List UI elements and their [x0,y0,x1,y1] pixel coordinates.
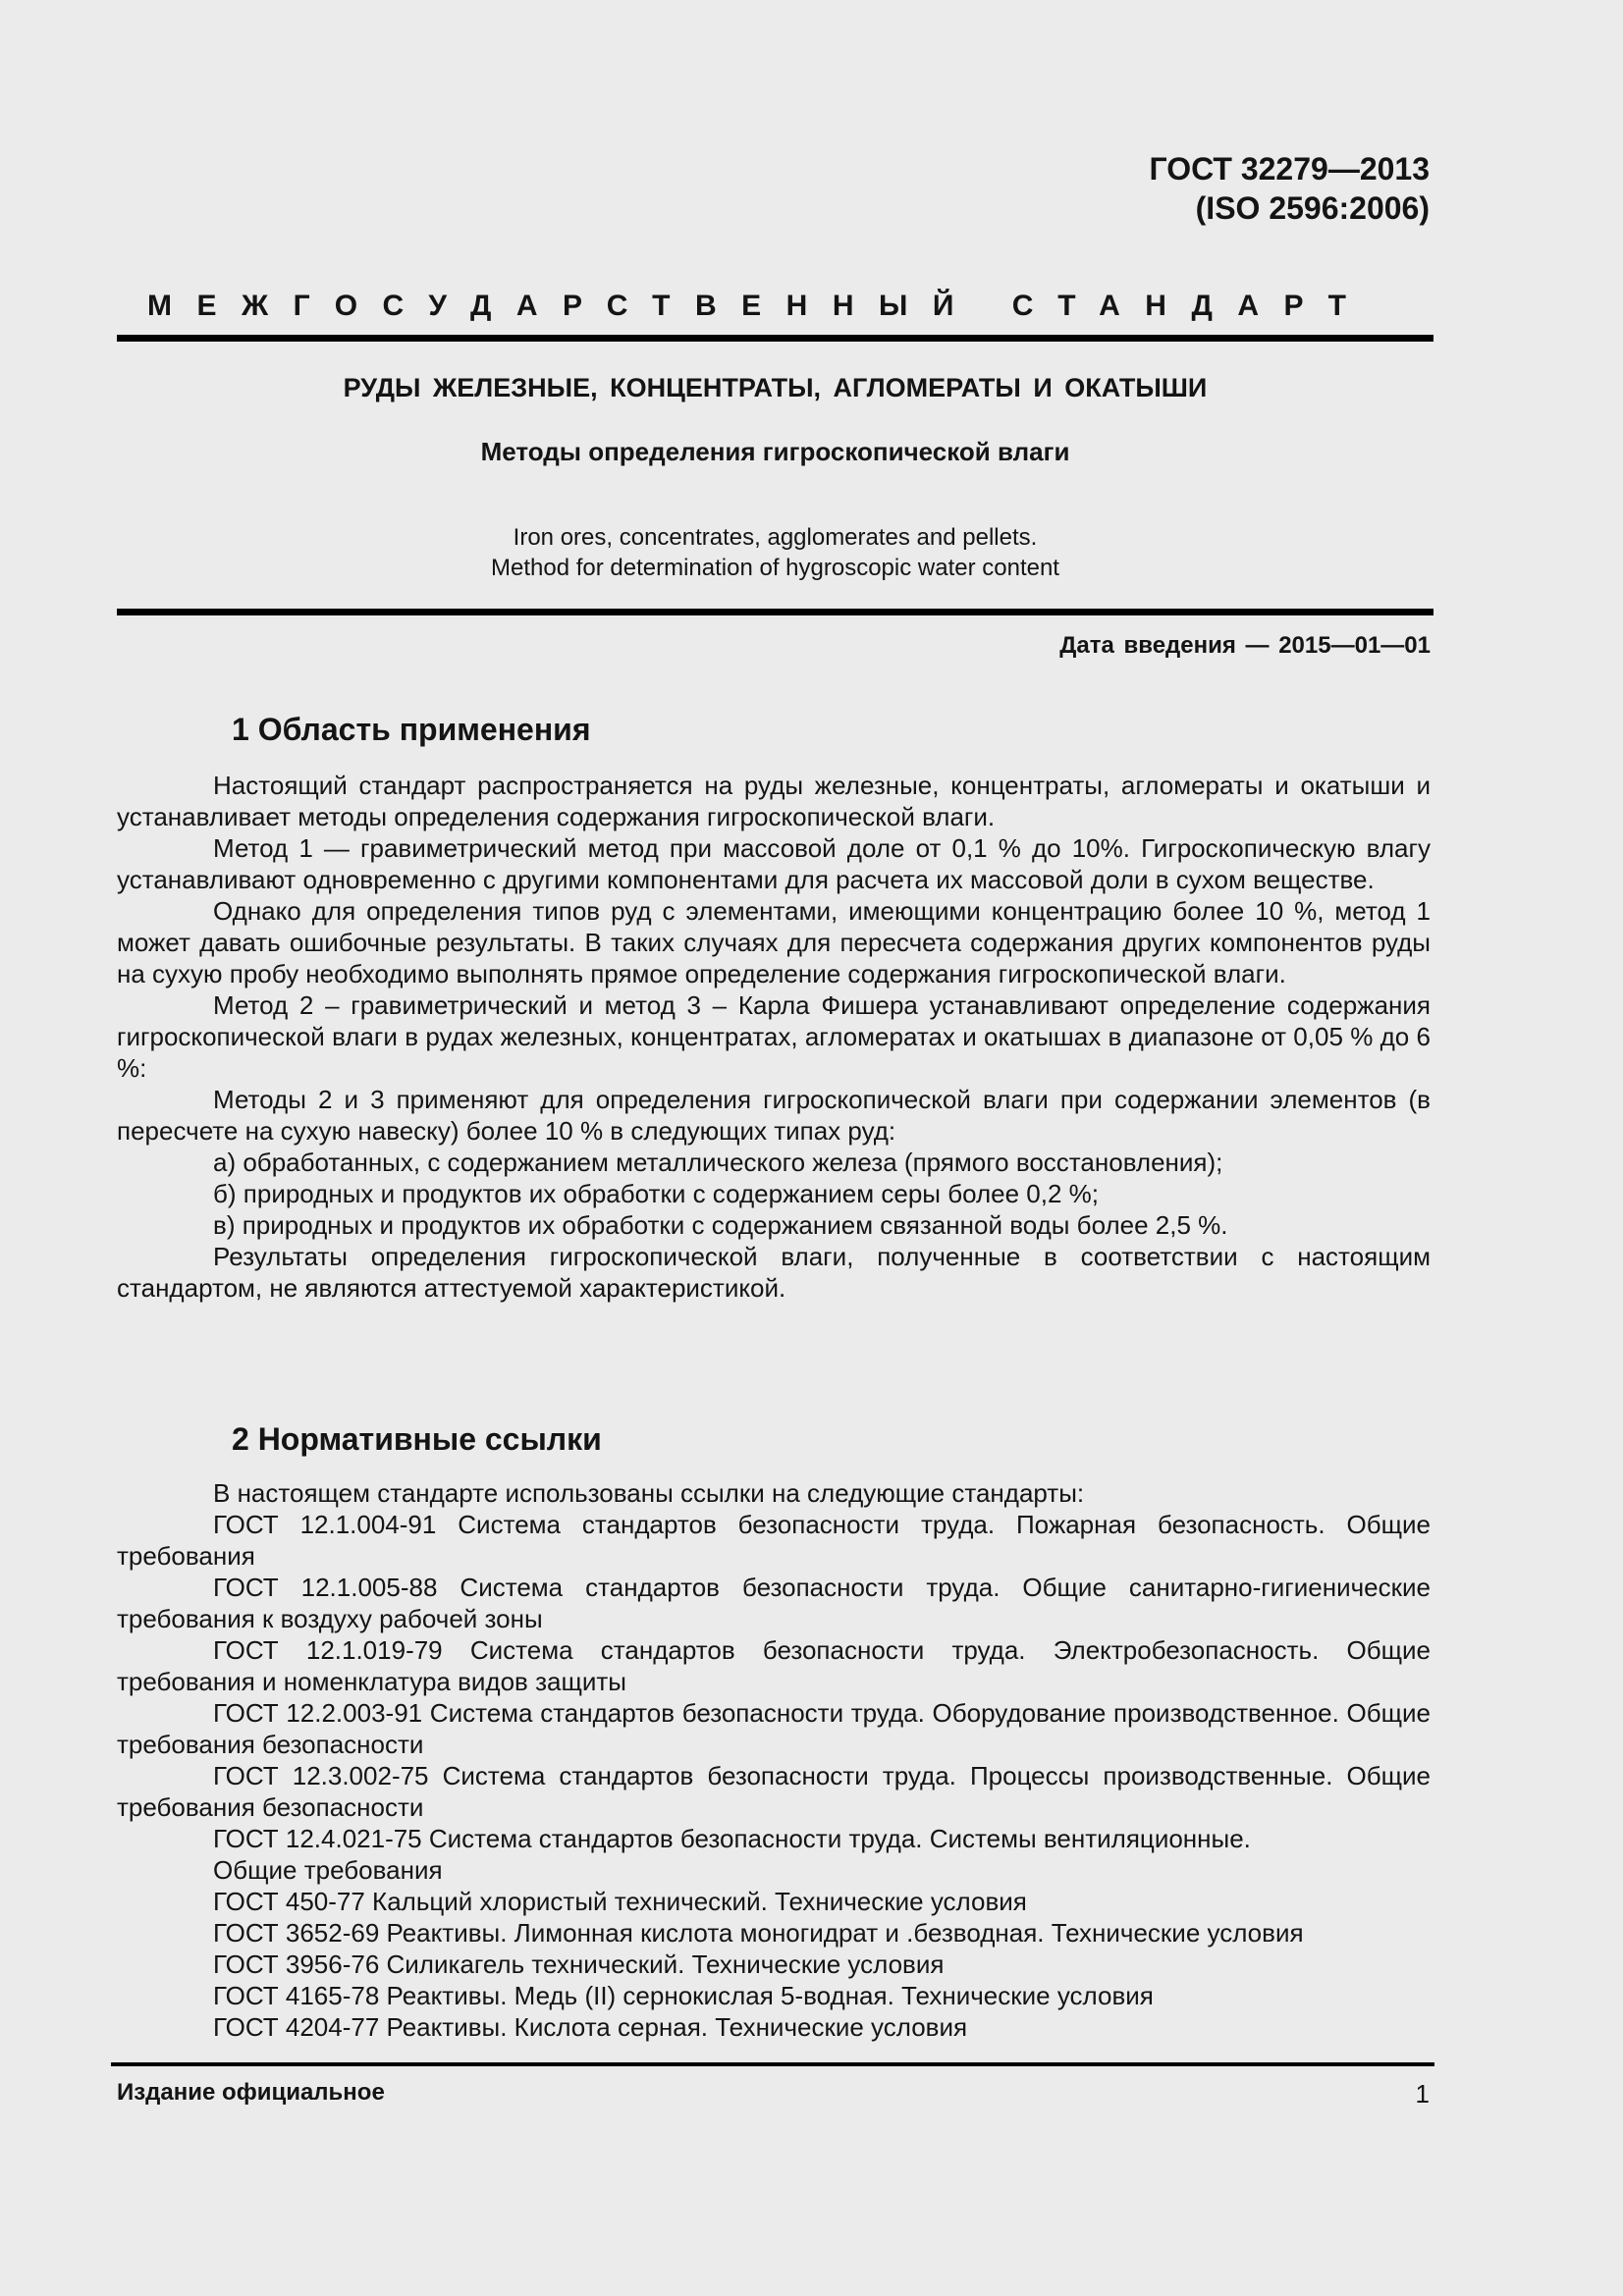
english-title-line-2: Method for determination of hygroscopic water content [491,555,1059,581]
iso-code: (ISO 2596:2006) [1195,190,1430,226]
reference-item: ГОСТ 3956-76 Силикагель технический. Технические условия [213,1949,945,1979]
paragraph: Метод 1 — гравиметрический метод при массовой доле от 0,1 % до 10%. Гигроскопическую влагу устанавливают одновременно с другими компонентами для расчета их массовой доли в сухом веществе. [117,833,1431,894]
list-item: а) обработанных, с содержанием металлического железа (прямого восстановления); [213,1148,1223,1177]
reference-item: ГОСТ 12.1.005-88 Система стандартов безопасности труда. Общие санитарно-гигиенические требования к воздуху рабочей зоны [117,1573,1431,1633]
document-title: РУДЫ ЖЕЛЕЗНЫЕ, КОНЦЕНТРАТЫ, АГЛОМЕРАТЫ И ОКАТЫШИ [343,373,1208,402]
standard-code-block [1149,149,1430,228]
paragraph: В настоящем стандарте использованы ссылки на следующие стандарты: [213,1478,1085,1508]
reference-item: ГОСТ 4165-78 Реактивы. Медь (II) сернокислая 5-водная. Технические условия [213,1981,1154,2010]
section-1-body [117,770,1431,1304]
top-rule [117,335,1434,342]
reference-item: Общие требования [213,1855,443,1885]
section-1-heading: 1 Область применения [232,712,591,747]
introduction-date: Дата введения — 2015—01—01 [1059,632,1431,659]
paragraph: Метод 2 – гравиметрический и метод 3 – Карла Фишера устанавливают определение содержания гигроскопической влаги в рудах железных, концентратах, агломератах и окатышах в диапазоне от 0,05 % до 6 %: [117,990,1431,1083]
official-edition-label: Издание официальное [117,2079,385,2106]
paragraph: Результаты определения гигроскопической влаги, полученные в соответствии с настоящим стандартом, не являются аттестуемой характеристикой. [117,1242,1431,1303]
reference-item: ГОСТ 12.1.004-91 Система стандартов безопасности труда. Пожарная безопасность. Общие требования [117,1510,1431,1571]
title-bottom-rule [117,609,1434,615]
section-2-body [117,1477,1431,2043]
paragraph: Методы 2 и 3 применяют для определения гигроскопической влаги при содержании элементов (в пересчете на сухую навеску) более 10 % в следующих типах руд: [117,1085,1431,1146]
reference-item: ГОСТ 4204-77 Реактивы. Кислота серная. Технические условия [213,2012,968,2042]
section-2-heading: 2 Нормативные ссылки [232,1421,602,1457]
document-subtitle: Методы определения гигроскопической влаги [480,437,1070,466]
reference-item: ГОСТ 12.2.003-91 Система стандартов безопасности труда. Оборудование производственное. Общие требования безопасности [117,1698,1431,1759]
interstate-standard-banner: МЕЖГОСУДАРСТВЕННЫЙ СТАНДАРТ [147,290,1372,322]
page-number: 1 [1415,2079,1430,2109]
gost-code: ГОСТ 32279—2013 [1149,151,1430,187]
list-item: б) природных и продуктов их обработки с содержанием серы более 0,2 %; [213,1179,1100,1208]
paragraph: Настоящий стандарт распространяется на руды железные, концентраты, агломераты и окатыши и устанавливает методы определения содержания гигроскопической влаги. [117,771,1431,831]
reference-item: ГОСТ 450-77 Кальций хлористый технический. Технические условия [213,1887,1027,1916]
list-item: в) природных и продуктов их обработки с содержанием связанной воды более 2,5 %. [213,1210,1228,1240]
reference-item: ГОСТ 3652-69 Реактивы. Лимонная кислота моногидрат и .безводная. Технические условия [213,1918,1304,1948]
english-title-line-1: Iron ores, concentrates, agglomerates and pellets. [513,524,1038,551]
reference-item: ГОСТ 12.4.021-75 Система стандартов безопасности труда. Системы вентиляционные. [213,1824,1251,1853]
paragraph: Однако для определения типов руд с элементами, имеющими концентрацию более 10 %, метод 1 может давать ошибочные результаты. В таких случаях для пересчета содержания других компонентов руды на сухую пробу необходимо выполнять прямое определение содержания гигроскопической влаги. [117,896,1431,988]
reference-item: ГОСТ 12.1.019-79 Система стандартов безопасности труда. Электробезопасность. Общие требования и номенклатура видов защиты [117,1635,1431,1696]
reference-item: ГОСТ 12.3.002-75 Система стандартов безопасности труда. Процессы производственные. Общие требования безопасности [117,1761,1431,1822]
footer-rule [111,2062,1434,2066]
english-title [117,522,1434,583]
